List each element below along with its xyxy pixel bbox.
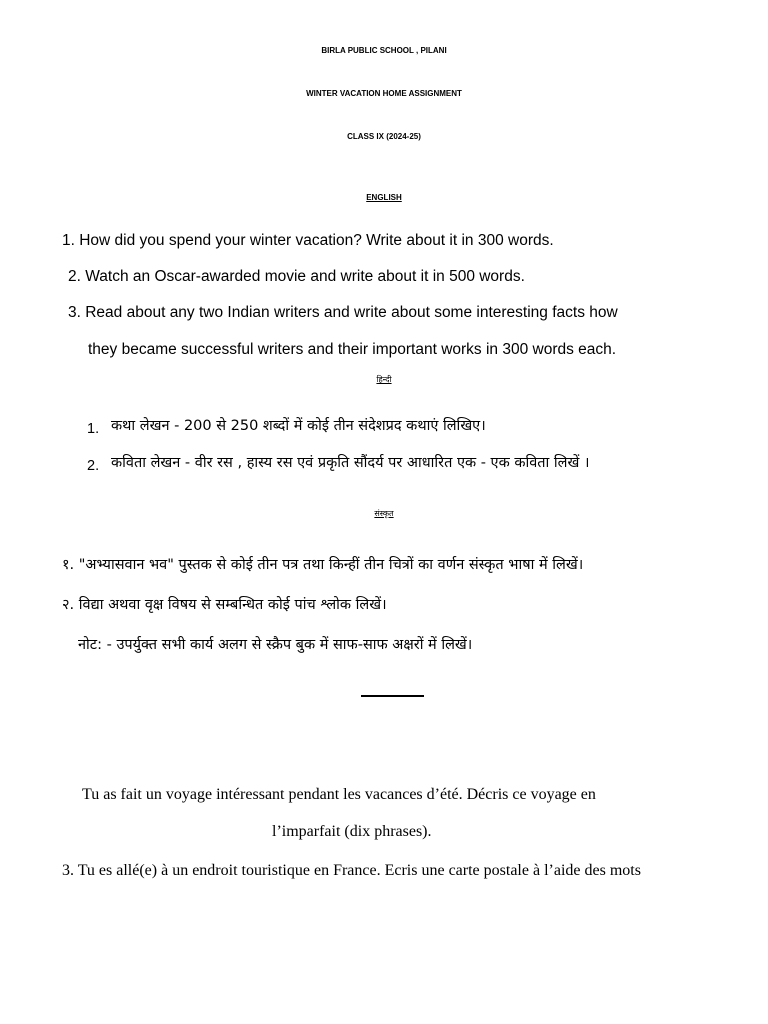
english-item-3: 3. Read about any two Indian writers and write about some interesting facts how [68,304,618,321]
sanskrit-note: नोट: - उपर्युक्त सभी कार्य अलग से स्क्रैप बुक में साफ-साफ अक्षरों में लिखें। [78,637,473,653]
sanskrit-item-1: १. "अभ्यासवान भव" पुस्तक से कोई तीन पत्र तथा किन्हीं तीन चित्रों का वर्णन संस्कृत भाषा में लिखें। [62,557,584,573]
english-item-1: 1. How did you spend your winter vacation? Write about it in 300 words. [62,232,554,249]
french-line-1: Tu as fait un voyage intéressant pendant les vacances d’été. Décris ce voyage en [82,786,596,803]
assignment-title: WINTER VACATION HOME ASSIGNMENT [306,89,462,98]
hindi-item-2: कविता लेखन - वीर रस , हास्य रस एवं प्रकृति सौंदर्य पर आधारित एक - एक कविता लिखें । [111,455,590,471]
hindi-item-1: कथा लेखन - 200 से 250 शब्दों में कोई तीन संदेशप्रद कथाएं लिखिए। [111,418,486,434]
french-item-3: 3. Tu es allé(e) à un endroit touristique en France. Ecris une carte postale à l’aide des mots [62,862,641,879]
french-line-2: l’imparfait (dix phrases). [272,823,432,840]
school-name: BIRLA PUBLIC SCHOOL , PILANI [321,46,447,55]
hindi-item-2-number: 2. [87,458,100,474]
english-heading: ENGLISH [366,193,402,202]
section-divider [361,695,424,697]
class-label: CLASS IX (2024-25) [347,132,421,141]
english-item-2: 2. Watch an Oscar-awarded movie and write about it in 500 words. [68,268,525,285]
english-item-3-continued: they became successful writers and their important works in 300 words each. [88,341,617,358]
hindi-item-1-number: 1. [87,421,100,437]
hindi-heading: हिन्दी [376,375,392,384]
sanskrit-item-2: २. विद्या अथवा वृक्ष विषय से सम्बन्धित कोई पांच श्लोक लिखें। [62,597,387,613]
sanskrit-heading: संस्कृत [374,509,394,518]
